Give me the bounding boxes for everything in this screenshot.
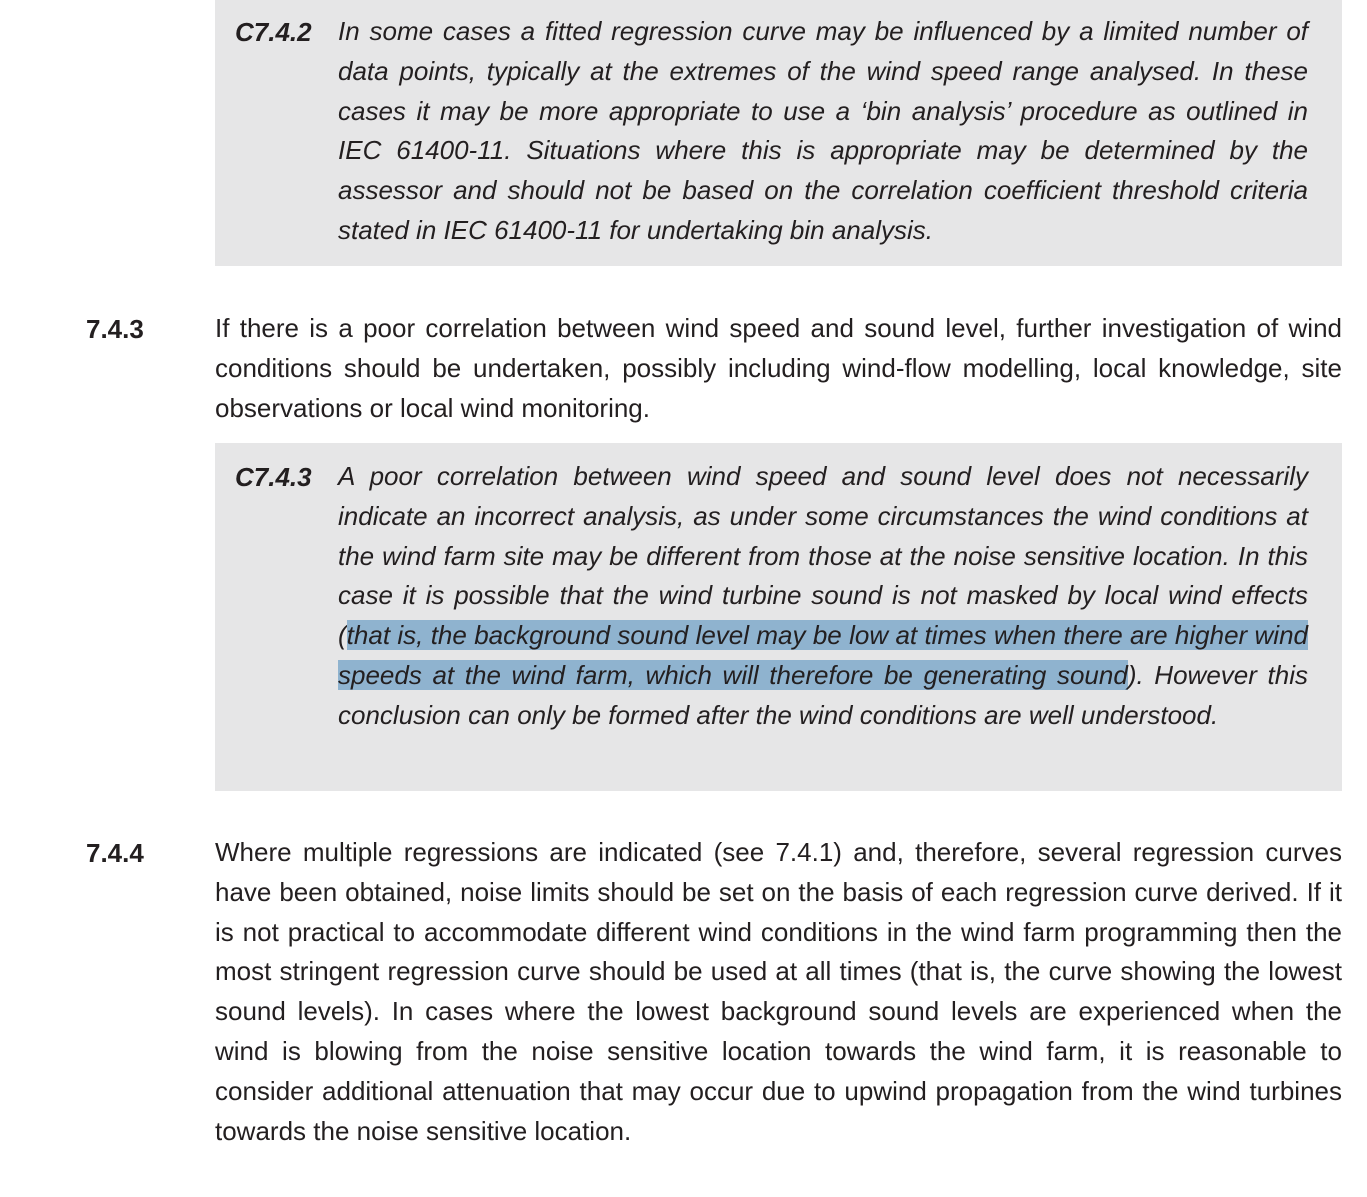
commentary-text-before: A poor correlation between wind speed and sound level does not necessarily indicate an incorrect analysis, as under some circumstances the wind conditions at the wind farm site may be different from those at the noise sensitive location. In this case it is possible that the wind turbine sound is not masked by local wind effects ( xyxy=(338,461,1308,651)
clause-text: Where multiple regressions are indicated (see 7.4.1) and, therefore, several regression curves have been obtained, noise limits should be set on the basis of each regression curve derived. If it is not practical to accommodate different wind conditions in the wind farm programming then the most stringent regression curve should be used at all times (that is, the curve showing the lowest sound levels). In cases where the lowest background sound levels are experienced when the wind is blowing from the noise sensitive location towards the wind farm, it is reasonable to consider additional attenuation that may occur due to upwind propagation from the wind turbines towards the noise sensitive location. xyxy=(215,837,1342,1146)
clause-number: 7.4.3 xyxy=(86,314,144,344)
commentary-number: C7.4.2 xyxy=(235,17,312,47)
commentary-number: C7.4.3 xyxy=(235,462,312,492)
commentary-text-after: ). However this conclusion can only be formed after the wind conditions are well understood. xyxy=(338,659,1308,730)
commentary-box-c742 xyxy=(215,0,1342,266)
commentary-text xyxy=(338,457,1308,736)
commentary-text: In some cases a fitted regression curve may be influenced by a limited number of data points, typically at the extremes of the wind speed range analysed. In these cases it may be more appropriate to use a ‘bin analysis’ procedure as outlined in IEC 61400-11. Situations where this is appropriate may be determined by the assessor and should not be based on the correlation coefficient threshold criteria stated in IEC 61400-11 for undertaking bin analysis. xyxy=(338,16,1308,245)
commentary-box-c743 xyxy=(215,443,1342,791)
clause-text: If there is a poor correlation between wind speed and sound level, further investigation of wind conditions should be undertaken, possibly including wind-flow modelling, local knowledge, site observations or local wind monitoring. xyxy=(215,313,1342,423)
highlighted-text[interactable]: that is, the background sound level may be low at times when there are higher wind speeds at the wind farm, which will therefore be generating sound xyxy=(338,620,1308,690)
clause-number: 7.4.4 xyxy=(86,838,144,868)
